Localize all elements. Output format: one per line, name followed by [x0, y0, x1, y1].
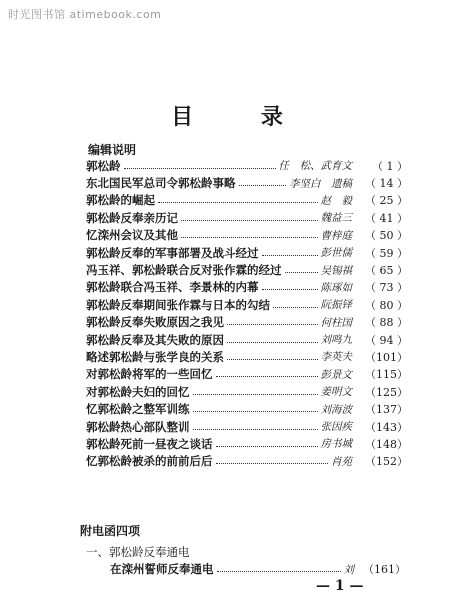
appendix-entry[interactable]	[110, 561, 406, 577]
entry-page: （115）	[365, 368, 408, 382]
leader-dots	[239, 184, 287, 186]
leader-dots	[262, 254, 318, 256]
entry-page: （161）	[363, 563, 406, 576]
entry-title: 在滦州誓师反奉通电	[110, 562, 214, 576]
entry-title: 忆郭松龄被杀的前前后后	[86, 454, 213, 469]
toc-entry[interactable]	[86, 227, 408, 244]
entry-title: 对郭松龄夫妇的回忆	[86, 384, 190, 399]
entry-author: 赵 毅	[320, 194, 352, 207]
toc-entry[interactable]	[86, 435, 408, 452]
toc-entry[interactable]	[86, 157, 408, 174]
leader-dots	[193, 428, 318, 430]
entry-title: 郭松龄反奉的军事部署及战斗经过	[86, 245, 259, 260]
entry-page: （ 41 ）	[365, 211, 408, 225]
toc-entry[interactable]	[86, 348, 408, 365]
entry-author: 任 松、武育文	[278, 160, 352, 173]
entry-page: （ 1 ）	[372, 159, 408, 173]
entry-author: 李坚白 遗稿	[289, 177, 352, 190]
entry-author: 房书城	[320, 438, 352, 451]
leader-dots	[227, 323, 318, 325]
entry-title: 郭松龄的崛起	[86, 193, 155, 208]
entry-author: 刘海波	[320, 403, 352, 416]
entry-title: 郭松龄反奉及其失败的原因	[86, 332, 224, 347]
page-number: — 1 —	[316, 578, 364, 594]
watermark: 时光图书馆 atimebook.com	[8, 8, 162, 21]
page-title: 目 录	[171, 105, 313, 130]
entry-author: 刘	[343, 563, 354, 576]
appendix-subheading: 一、郭松龄反奉通电	[86, 545, 190, 559]
entry-title: 冯玉祥、郭松龄联合反对张作霖的经过	[86, 263, 282, 278]
entry-page: （ 80 ）	[365, 298, 408, 312]
entry-author: 张因疾	[320, 421, 352, 434]
entry-author: 刘鸣九	[320, 334, 352, 347]
leader-dots	[193, 393, 318, 395]
entry-page: （152）	[365, 455, 408, 469]
entry-title: 略述郭松龄与张学良的关系	[86, 349, 224, 364]
toc-entry[interactable]	[86, 192, 408, 209]
entry-page: （ 25 ）	[365, 194, 408, 208]
leader-dots	[181, 219, 318, 221]
entry-author: 陈琢如	[320, 281, 352, 294]
toc-entry[interactable]	[86, 418, 408, 435]
entry-author: 肖苑	[331, 455, 352, 468]
toc-entry[interactable]	[86, 314, 408, 331]
appendix-label: 附电函四项	[80, 524, 141, 538]
entry-title: 忆滦州会议及其他	[86, 228, 178, 243]
leader-dots	[216, 462, 329, 464]
section-label: 编辑说明	[88, 143, 137, 157]
toc-entry[interactable]	[86, 400, 408, 417]
entry-title: 忆郭松龄之整军训练	[86, 402, 190, 417]
entry-author: 曹梓庭	[320, 229, 352, 242]
toc-entry[interactable]	[86, 383, 408, 400]
entry-page: （ 94 ）	[365, 333, 408, 347]
leader-dots	[158, 201, 318, 203]
toc-entry[interactable]	[86, 261, 408, 278]
leader-dots	[273, 306, 318, 308]
toc-entry[interactable]	[86, 331, 408, 348]
toc-entry[interactable]	[86, 453, 408, 470]
leader-dots	[216, 375, 318, 377]
leader-dots	[124, 167, 276, 169]
entry-author: 彭世儒	[320, 247, 352, 260]
entry-title: 郭松龄热心部队整训	[86, 419, 190, 434]
entry-page: （148）	[365, 437, 408, 451]
entry-author: 魏益三	[320, 212, 352, 225]
leader-dots	[227, 358, 318, 360]
entry-page: （125）	[365, 385, 408, 399]
entry-page: （ 65 ）	[365, 264, 408, 278]
toc-entry[interactable]	[86, 296, 408, 313]
entry-author: 吴锡祺	[320, 264, 352, 277]
leader-dots	[217, 570, 341, 572]
toc-entry[interactable]	[86, 244, 408, 261]
entry-author: 姜明文	[320, 386, 352, 399]
toc-list	[86, 157, 408, 470]
entry-page: （ 50 ）	[365, 229, 408, 243]
leader-dots	[193, 410, 318, 412]
entry-author: 何柱国	[320, 316, 352, 329]
toc-entry[interactable]	[86, 366, 408, 383]
entry-title: 郭松龄	[86, 158, 121, 173]
entry-title: 对郭松龄将军的一些回忆	[86, 367, 213, 382]
entry-title: 东北国民军总司令郭松龄事略	[86, 176, 236, 191]
toc-entry[interactable]	[86, 174, 408, 191]
entry-title: 郭松龄反奉失败原因之我见	[86, 315, 224, 330]
toc-entry[interactable]	[86, 209, 408, 226]
leader-dots	[216, 445, 318, 447]
entry-title: 郭松龄死前一昼夜之谈话	[86, 436, 213, 451]
toc-entry[interactable]	[86, 279, 408, 296]
leader-dots	[227, 341, 318, 343]
entry-title: 郭松龄反奉期间张作霖与日本的勾结	[86, 297, 270, 312]
entry-page: （ 88 ）	[365, 316, 408, 330]
leader-dots	[262, 288, 318, 290]
entry-page: （101）	[365, 350, 408, 364]
entry-author: 李英夫	[320, 351, 352, 364]
entry-title: 郭松龄反奉亲历记	[86, 210, 178, 225]
entry-page: （ 73 ）	[365, 281, 408, 295]
entry-author: 阮振铎	[320, 299, 352, 312]
entry-title: 郭松龄联合冯玉祥、李景林的内幕	[86, 280, 259, 295]
entry-page: （143）	[365, 420, 408, 434]
entry-page: （ 59 ）	[365, 246, 408, 260]
entry-page: （ 14 ）	[365, 177, 408, 191]
entry-page: （137）	[365, 403, 408, 417]
leader-dots	[181, 236, 318, 238]
entry-author: 彭景文	[320, 368, 352, 381]
leader-dots	[285, 271, 318, 273]
